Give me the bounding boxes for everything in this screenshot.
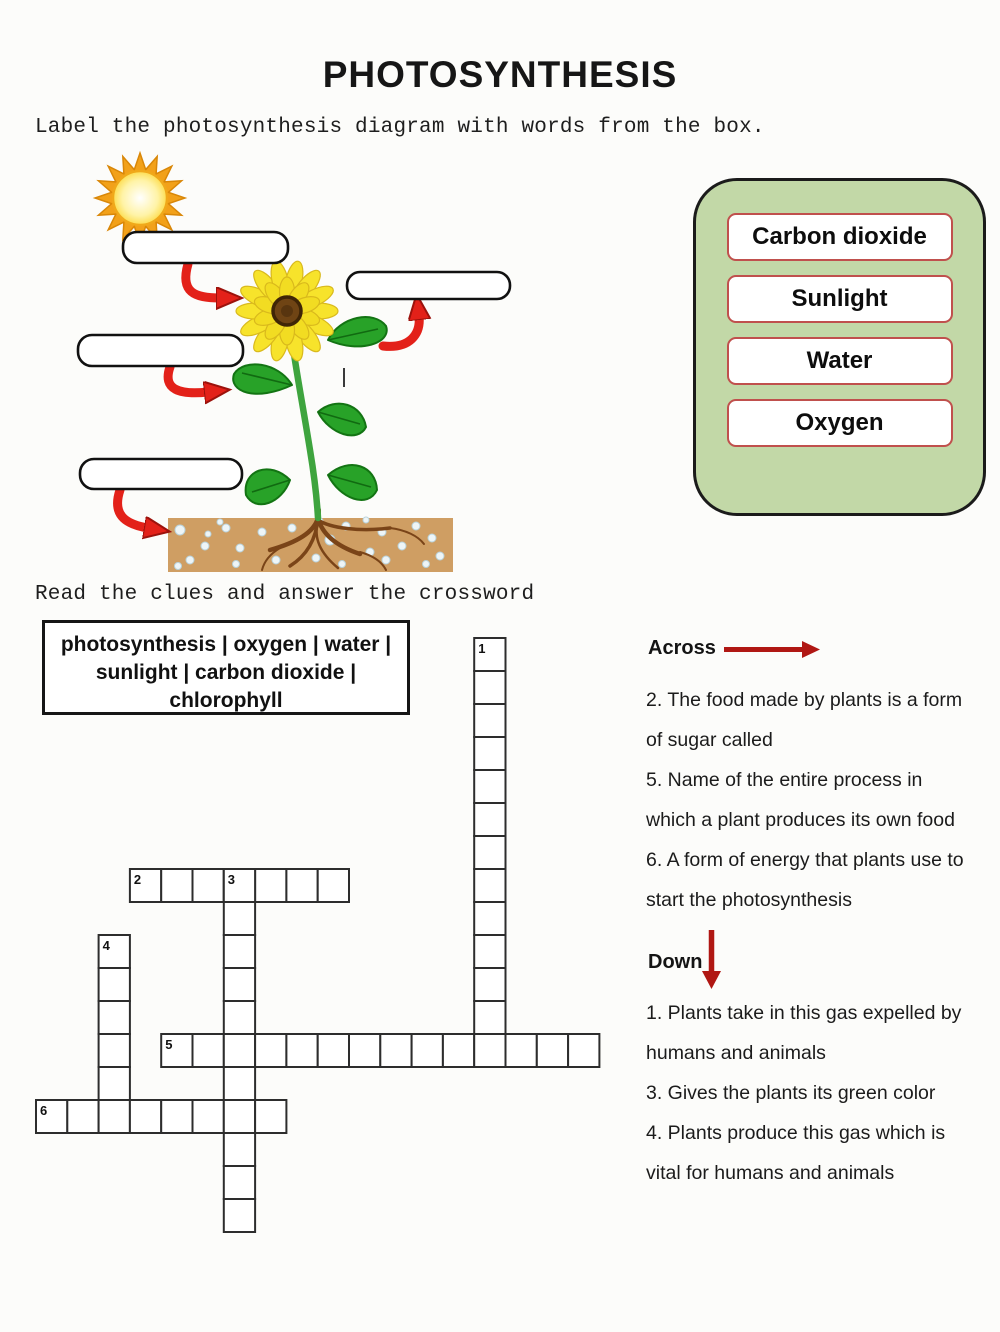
soil-dot [186, 556, 194, 564]
soil-dot [288, 524, 296, 532]
clue-down-4-line: vital for humans and animals [646, 1162, 895, 1184]
across-header: Across [648, 637, 716, 659]
crossword-cell[interactable] [286, 869, 317, 902]
crossword-cell[interactable] [474, 1034, 505, 1067]
across-arrow-icon [724, 641, 820, 658]
crossword-cell[interactable] [193, 1100, 224, 1133]
word-chip: Sunlight [727, 275, 953, 323]
crossword-cell[interactable] [474, 704, 505, 737]
crossword-cell[interactable] [255, 1100, 286, 1133]
down-clues [646, 993, 1000, 1193]
arrow-sunlight-to-flower-icon [186, 264, 220, 298]
soil-dot [233, 561, 240, 568]
crossword-cell[interactable] [474, 737, 505, 770]
word-bank-line: sunlight | carbon dioxide | [95, 661, 357, 684]
soil-dot [258, 528, 266, 536]
crossword-cell[interactable] [99, 1067, 130, 1100]
crossword-cell[interactable] [193, 869, 224, 902]
diagram-label-slot-2[interactable] [347, 272, 510, 299]
clue-across-5-line: 5. Name of the entire process in [646, 769, 923, 791]
crossword-cell[interactable] [474, 902, 505, 935]
crossword-cell[interactable] [474, 869, 505, 902]
down-header: Down [648, 951, 703, 973]
arrow-co2-to-leaf-icon [168, 367, 208, 393]
crossword-cell[interactable] [67, 1100, 98, 1133]
crossword-cell[interactable] [506, 1034, 537, 1067]
soil-dot [363, 517, 369, 523]
arrow-leaf-to-oxygen-icon [383, 316, 419, 346]
clue-across-5-line: which a plant produces its own food [646, 809, 955, 831]
crossword-cell[interactable] [255, 1034, 286, 1067]
word-chip: Oxygen [727, 399, 953, 447]
clue-down-1-line: 1. Plants take in this gas expelled by [646, 1002, 962, 1024]
clue-down-1-line: humans and animals [646, 1042, 826, 1064]
soil-dot [175, 563, 182, 570]
crossword-cell[interactable] [99, 1034, 130, 1067]
crossword-cell[interactable] [99, 1001, 130, 1034]
sunflower-icon [236, 259, 338, 362]
crossword-cell[interactable] [224, 968, 255, 1001]
soil-dot [436, 552, 444, 560]
soil-dot [272, 556, 280, 564]
crossword-cell[interactable] [224, 1100, 255, 1133]
crossword-number: 3 [227, 872, 236, 887]
soil-dot [236, 544, 244, 552]
photosynthesis-diagram [30, 150, 570, 590]
across-clues [646, 680, 1000, 920]
soil-dot [428, 534, 436, 542]
crossword-cell[interactable] [474, 1001, 505, 1034]
clue-across-6-line: 6. A form of energy that plants use to [646, 849, 964, 871]
crossword-cell[interactable] [568, 1034, 599, 1067]
crossword-cell[interactable] [474, 935, 505, 968]
crossword-cell[interactable] [255, 869, 286, 902]
crossword-cell[interactable] [474, 770, 505, 803]
crossword-number: 4 [102, 938, 110, 953]
crossword-cell[interactable] [474, 671, 505, 704]
clue-across-2-line: of sugar called [646, 729, 773, 751]
diagram-label-slot-1[interactable] [123, 232, 288, 263]
diagram-label-slot-4[interactable] [80, 459, 242, 489]
soil-dot [382, 556, 390, 564]
crossword-cell[interactable] [224, 1067, 255, 1100]
crossword-cell[interactable] [349, 1034, 380, 1067]
clue-down-4-line: 4. Plants produce this gas which is [646, 1122, 946, 1144]
soil-dot [217, 519, 223, 525]
crossword-cell[interactable] [224, 935, 255, 968]
crossword-cell[interactable] [412, 1034, 443, 1067]
instruction-crossword: Read the clues and answer the crossword [35, 583, 535, 606]
soil-dot [339, 561, 346, 568]
word-bank-line: chlorophyll [169, 689, 283, 712]
crossword-cell[interactable] [380, 1034, 411, 1067]
crossword-number: 6 [40, 1103, 48, 1118]
diagram-label-slot-3[interactable] [78, 335, 243, 366]
crossword-cell[interactable] [224, 902, 255, 935]
arrow-water-to-soil-icon [118, 490, 148, 528]
crossword-cell[interactable] [224, 1199, 255, 1232]
soil-dot [398, 542, 406, 550]
crossword-cell[interactable] [193, 1034, 224, 1067]
soil-dot [412, 522, 420, 530]
crossword-number: 1 [478, 641, 486, 656]
word-box [693, 178, 986, 516]
crossword-cell[interactable] [318, 869, 349, 902]
clue-down-3-line: 3. Gives the plants its green color [646, 1082, 936, 1104]
soil-dot [205, 531, 211, 537]
crossword-cell[interactable] [99, 968, 130, 1001]
crossword-cell[interactable] [224, 1166, 255, 1199]
clue-across-2-line: 2. The food made by plants is a form [646, 689, 963, 711]
crossword-cell[interactable] [318, 1034, 349, 1067]
crossword-cell[interactable] [224, 1034, 255, 1067]
crossword-cell[interactable] [224, 1001, 255, 1034]
sun-icon [95, 153, 185, 243]
instruction-label-diagram: Label the photosynthesis diagram with words from the box. [35, 116, 765, 139]
crossword-cell[interactable] [161, 869, 192, 902]
word-chip: Carbon dioxide [727, 213, 953, 261]
word-bank-line: photosynthesis | oxygen | water | [60, 633, 392, 656]
crossword-cell[interactable] [474, 836, 505, 869]
crossword-cell[interactable] [286, 1034, 317, 1067]
soil-dot [201, 542, 209, 550]
crossword-cell[interactable] [99, 1100, 130, 1133]
down-arrow-icon [702, 930, 721, 989]
soil-dot [222, 524, 230, 532]
page-title: PHOTOSYNTHESIS [322, 54, 678, 95]
crossword-cell[interactable] [161, 1100, 192, 1133]
crossword-number: 5 [165, 1037, 173, 1052]
crossword-cell[interactable] [537, 1034, 568, 1067]
crossword-cell[interactable] [474, 803, 505, 836]
crossword-grid [30, 632, 612, 1240]
crossword-cell[interactable] [443, 1034, 474, 1067]
crossword-cell[interactable] [224, 1133, 255, 1166]
clue-across-6-line: start the photosynthesis [646, 889, 852, 911]
soil-dot [175, 525, 185, 535]
crossword-cell[interactable] [474, 968, 505, 1001]
word-chip: Water [727, 337, 953, 385]
crossword-cell[interactable] [130, 1100, 161, 1133]
crossword-number: 2 [133, 872, 142, 887]
soil-dot [312, 554, 320, 562]
soil-dot [423, 561, 430, 568]
